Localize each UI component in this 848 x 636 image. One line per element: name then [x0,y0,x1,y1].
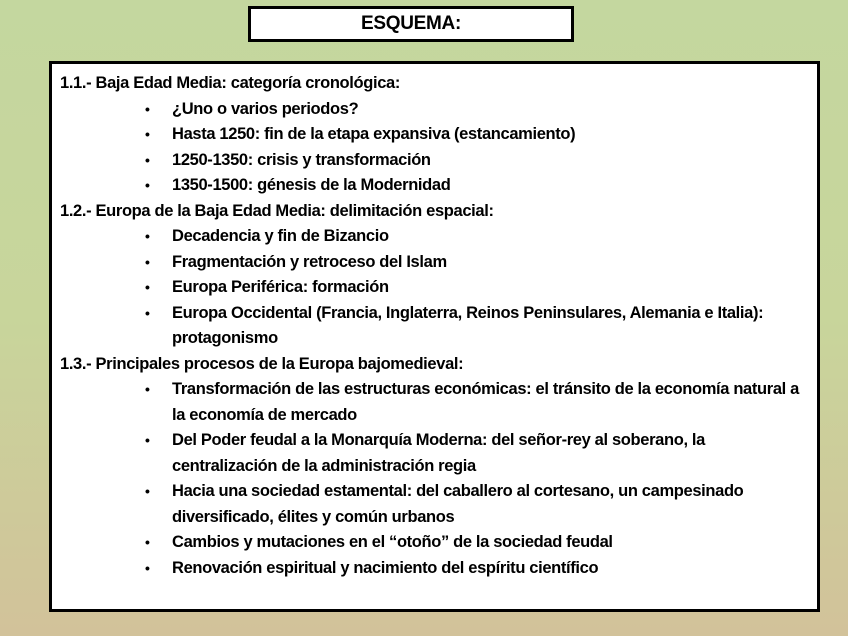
list-item-text: Europa Occidental (Francia, Inglaterra, Reinos Peninsulares, Alemania e Italia): protagonismo [172,303,764,347]
bullet-icon: • [145,177,150,193]
bullet-icon: • [145,559,150,576]
list-item-text: 1250-1350: crisis y transformación [172,150,431,169]
list-item-text: Cambios y mutaciones en el “otoño” de la sociedad feudal [172,533,613,551]
list-item [60,250,809,276]
section-heading: 1.3.- Principales procesos de la Europa bajomedieval: [60,354,464,373]
list-item [60,530,809,556]
section-heading: 1.2.- Europa de la Baja Edad Media: delimitación espacial: [60,201,494,220]
section-1-2 [60,199,809,352]
list-item [60,428,809,479]
list-item-text: Renovación espiritual y nacimiento del espíritu científico [172,558,599,577]
title-box [248,6,574,42]
bullet-list [60,377,809,581]
list-item-text: Hasta 1250: fin de la etapa expansiva (estancamiento) [172,125,576,143]
section-1-3 [60,352,809,582]
list-item [60,148,809,174]
list-item-text: ¿Uno o varios periodos? [172,99,359,118]
list-item [60,377,809,428]
list-item [60,122,809,148]
list-item [60,275,809,301]
bullet-icon: • [145,534,150,550]
list-item-text: Decadencia y fin de Bizancio [172,227,389,245]
bullet-icon: • [145,126,150,142]
section-heading: 1.1.- Baja Edad Media: categoría cronológica: [60,74,401,92]
bullet-icon: • [145,483,150,499]
bullet-icon: • [145,381,150,397]
bullet-icon: • [145,253,150,270]
list-item-text: Fragmentación y retroceso del Islam [172,252,447,271]
bullet-list [60,97,809,199]
list-item-text: Hacia una sociedad estamental: del caballero al cortesano, un campesinado diversificado, élites y común urbanos [172,482,744,526]
list-item [60,556,809,582]
list-item [60,301,809,352]
list-item-text: Transformación de las estructuras económicas: el tránsito de la economía natural a la economía de mercado [172,380,799,424]
list-item [60,479,809,530]
bullet-icon: • [145,228,150,244]
bullet-icon: • [145,279,150,295]
list-item [60,224,809,250]
slide-title: ESQUEMA: [361,13,461,34]
bullet-list [60,224,809,352]
list-item [60,97,809,123]
bullet-icon: • [145,432,150,448]
list-item [60,173,809,199]
bullet-icon: • [145,304,150,321]
bullet-icon: • [145,151,150,168]
list-item-text: 1350-1500: génesis de la Modernidad [172,176,451,194]
list-item-text: Del Poder feudal a la Monarquía Moderna: del señor-rey al soberano, la centralización de la administración regia [172,431,705,475]
list-item-text: Europa Periférica: formación [172,278,389,296]
bullet-icon: • [145,100,150,117]
section-1-1 [60,71,809,199]
outline-box [49,61,820,612]
